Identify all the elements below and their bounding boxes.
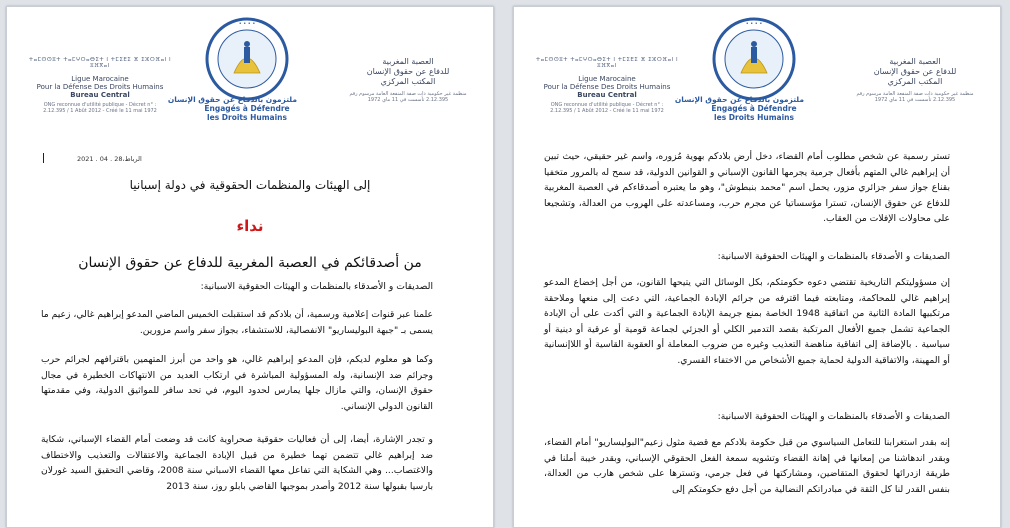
paragraph-continued: تستر رسمية عن شخص مطلوب أمام القضاء، دخل أرض بلادكم بهوية مُزوره، واسم غير حقيقي، حيث تبين أن إبراهيم غالي المتهم بأفعال جرمية يجرمها القانون الإسباني و القوانين الدولية، قد سمح له بالمرور متخفيا بقناع جواز سفر جزائري مزور، يحمل اسم "محمد بنبطوش"، وهو ما يعتبره أصدقاءكم في العصبة المغربية للدفاع عن حقوق الإنسان، تسترا مؤسساتيا عن مجرم حرب، ومساعدته على الهروب من العدالة، وتشجيعا على محاولات الإفلات من العقاب. <box>544 151 950 224</box>
svg-text:• • • •: • • • • <box>238 21 256 27</box>
slogan-fr-1: Engagés à Défendre <box>204 104 290 113</box>
salutation: الصديقات و الأصدقاء بالمنظمات و الهيئات الحقوقية الاسبانية: <box>717 411 950 422</box>
paragraph-3: و تجدر الإشارة، أيضا، إلى أن فعاليات حقوقية صحراوية كانت قد وضعت أمام القضاء الإسباني، شكاية ضد إبراهيم غالي تتضمن تهما خطيرة من قبيل الإبادة الجماعية والاعتقالات والتعذيب والاختطاف والاغتصاب... وهي الشكاية التي تفاعل معها القضاء الاسباني سنة 2008، وقاضي التحقيق السيد غورلان بارسيا بقبولها سنة 2012 وأصدر بموجبها القاضي بابلو روز، سنة 2013 <box>41 434 433 492</box>
slogan-fr-1: Engagés à Défendre <box>711 104 797 113</box>
letterhead-fr-ong: ONG reconnue d'utilité publique - Décret n° : <box>550 102 664 108</box>
letterhead-tifinagh: ⵜⴰⵎⵙⵙⵓⵜ ⵜⴰⵎⵖⵔⴰⴱⵉⵜ ⵏ ⵜⵎⵉⴹⵉ ⴼ ⵉⵣⵔⴼⴰⵏ ⵏ ⵓⴼⴳⴰⵏ <box>28 57 172 69</box>
letterhead-arabic <box>850 57 980 103</box>
letterhead-ar-name-1: العصبة المغربية <box>382 57 434 66</box>
letterhead-ar-office: المكتب المركزي <box>380 77 436 86</box>
letterhead-ar-ong: منظمة غير حكومية ذات صفة المنفعة العامة مرسوم رقم 2.12.395 تأسست في 11 ماي 1972 <box>856 91 974 103</box>
letterhead-ar-office: المكتب المركزي <box>887 77 943 86</box>
slogan-fr-2: les Droits Humains <box>207 113 287 122</box>
letterhead-fr-ong: ONG reconnue d'utilité publique - Décret n° : <box>43 102 157 108</box>
letterhead-french <box>25 57 175 114</box>
letterhead-fr-office: Bureau Central <box>577 91 637 99</box>
paragraph-appeal: إنه بقدر استغرابنا للتعامل السياسوي من قبل حكومة بلادكم مع قضية مثول زعيم"البوليساريو" أمام القضاء، وبقدر اندهاشنا من إمعانها في إهانة القضاء وتشويه سمعة الفعل الحقوقي الإسباني، وبقدر خيبة أملنا في طريقة ازدرائها لحقوق المتقاضين، ومشاركتها في فعل جرمي، وتسترها على شخص هارب من العدالة، بنفس القدر لنا كل الثقة في مبادراتكم النضالية من أجل دفع حكومتكم إلى <box>544 437 950 495</box>
letterhead-fr-name-1: Ligue Marocaine <box>71 75 129 83</box>
letterhead-fr-decree: 2.12.395 / 1 Abût 2012 - Créé le 11 mai 1972 <box>550 108 664 114</box>
letter-subtitle: من أصدقائكم في العصبة المغربية للدفاع عن حقوق الإنسان <box>78 255 422 271</box>
slogan-ar: ملتزمون بالدفاع عن حقوق الإنسان <box>674 95 804 104</box>
letterhead-fr-name-2: Pour la Défense Des Droits Humains <box>36 83 164 91</box>
slogan-ar: ملتزمون بالدفاع عن حقوق الإنسان <box>167 95 297 104</box>
text-cursor <box>43 153 44 163</box>
letterhead-fr-name-2: Pour la Défense Des Droits Humains <box>543 83 671 91</box>
letterhead-fr-name-1: Ligue Marocaine <box>578 75 636 83</box>
letterhead-tifinagh: ⵜⴰⵎⵙⵙⵓⵜ ⵜⴰⵎⵖⵔⴰⴱⵉⵜ ⵏ ⵜⵎⵉⴹⵉ ⴼ ⵉⵣⵔⴼⴰⵏ ⵏ ⵓⴼⴳⴰⵏ <box>535 57 679 69</box>
letterhead-fr-decree: 2.12.395 / 1 Abût 2012 - Créé le 11 mai 1972 <box>43 108 157 114</box>
slogan <box>674 95 804 122</box>
letterhead-ar-name-1: العصبة المغربية <box>889 57 941 66</box>
letterhead-ar-name-2: للدفاع عن حقوق الإنسان <box>366 67 450 76</box>
letterhead-french <box>532 57 682 114</box>
salutation: الصديقات و الأصدقاء بالمنظمات و الهيئات الحقوقية الاسبانية: <box>200 281 433 292</box>
letter-date: الرباط،28 . 04 . 2021 <box>77 155 142 163</box>
letterhead-ar-ong: منظمة غير حكومية ذات صفة المنفعة العامة مرسوم رقم 2.12.395 تأسست في 11 ماي 1972 <box>349 91 467 103</box>
slogan <box>167 95 297 122</box>
letterhead <box>7 7 493 122</box>
letterhead-arabic <box>343 57 473 103</box>
salutation: الصديقات و الأصدقاء بالمنظمات و الهيئات الحقوقية الاسبانية: <box>717 251 950 262</box>
paragraph-2: وكما هو معلوم لديكم، فإن المدعو إبراهيم غالي، هو واحد من أبرز المتهمين باقترافهم لجرائم حرب وجرائم ضد الإنسانية، وله المسؤولية المباشرة في ارتكاب العديد من الانتهاكات الخطيرة في مجال حقوق الإنسان، والتي مازال جلها يمارس لحدود اليوم، في تحد سافر للمواثيق الدولية، وفي مقدمتها القانون الدولي الإنساني. <box>41 354 433 412</box>
paragraph-1: علمنا عبر قنوات إعلامية ورسمية، أن بلادكم قد استقبلت الخميس الماضي المدعو إبراهيم غالي، زعيم ما يسمى بـ "جبهة البوليساريو" الانفصالية، للاستشفاء، بجواز سفر واسم مزورين. <box>41 309 433 336</box>
letterhead-ar-name-2: للدفاع عن حقوق الإنسان <box>873 67 957 76</box>
svg-text:• • • •: • • • • <box>745 21 763 27</box>
appeal-heading: نداء <box>236 217 264 235</box>
letterhead <box>514 7 1000 122</box>
slogan-fr-2: les Droits Humains <box>714 113 794 122</box>
document-page-left <box>6 6 494 528</box>
letterhead-fr-office: Bureau Central <box>70 91 130 99</box>
paragraph-convention: إن مسؤوليتكم التاريخية تقتضي دعوه حكومتكم، بكل الوسائل التي يتيحها القانون، من أجل إخضاع المدعو إبراهيم غالي للمحاكمة، ومتابعته فيما اقترفه من جرائم الإبادة الجماعية، التي دعت إلى منعها وملاحقة مرتكبيها المادة الثانية من اتفاقية 1948 الخاصة بمنع جريمة الإبادة الجماعية و التي أكدت على أن الإبادة الجماعية تشمل جميع الأفعال المرتكبة بقصد التدمير الكلي أو الجزئي لجماعة قومية أو عرقية أو دينية أو سياسية . بالإضافة إلى اتفاقية مناهضة التعذيب وغيره من ضروب المعاملة أو العقوبة القاسية أو اللاإنسانية أو المهينة، والاتفاقية الدولية لحماية جميع الأشخاص من الاختفاء القسري. <box>544 277 950 366</box>
letter-recipient-title: إلى الهيئات والمنظمات الحقوقية في دولة إسبانيا <box>129 178 371 192</box>
document-page-right <box>513 6 1001 528</box>
